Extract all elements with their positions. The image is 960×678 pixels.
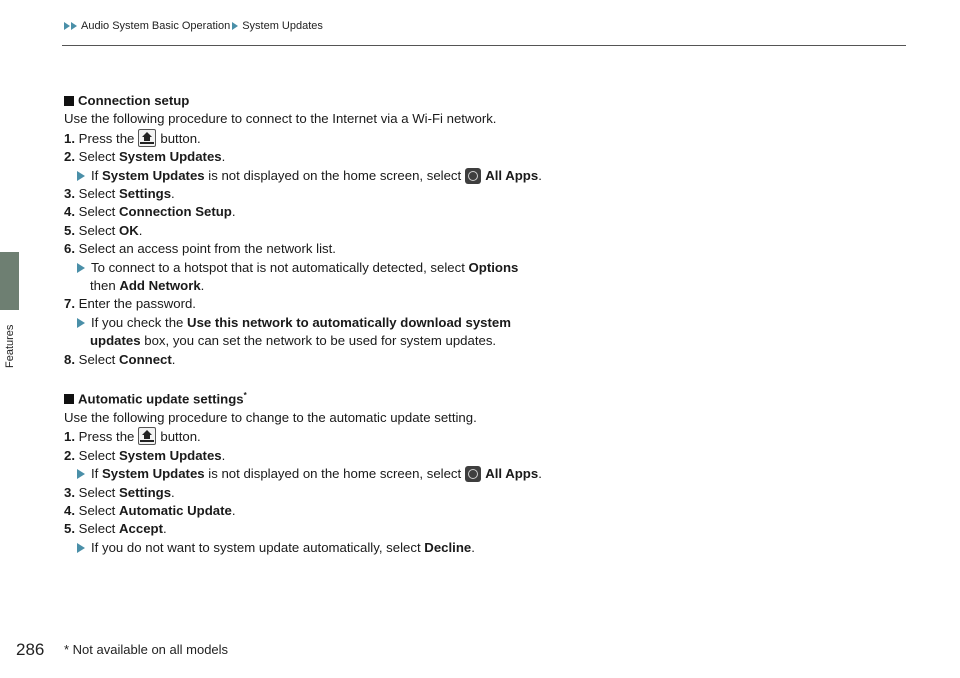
breadcrumb-part-1[interactable]: Audio System Basic Operation — [81, 20, 231, 32]
square-bullet-icon — [64, 96, 74, 106]
breadcrumb-arrow-icon — [64, 22, 78, 30]
note-arrow-icon — [77, 543, 85, 553]
step: 1. Press the button. — [64, 130, 201, 146]
all-apps-icon — [465, 168, 481, 184]
section-intro: Use the following procedure to change to the automatic update setting. — [64, 409, 477, 425]
breadcrumb — [64, 20, 323, 32]
breadcrumb-arrow-icon — [232, 22, 239, 30]
step: 6. Select an access point from the network list. — [64, 241, 336, 257]
step: 7. Enter the password. — [64, 296, 196, 312]
step-note: If System Updates is not displayed on the home screen, select All Apps. — [64, 465, 904, 483]
spacer — [64, 369, 904, 387]
step: 4. Select Automatic Update. — [64, 502, 236, 518]
step: 5. Select OK. — [64, 222, 143, 238]
header-rule — [62, 45, 906, 46]
step-note: If System Updates is not displayed on the home screen, select All Apps. — [64, 167, 904, 185]
all-apps-icon — [465, 466, 481, 482]
footnote: * Not available on all models — [64, 642, 229, 657]
step: 5. Select Accept. — [64, 521, 167, 537]
home-button-icon — [138, 129, 156, 147]
step: 3. Select Settings. — [64, 484, 175, 500]
step: 2. Select System Updates. — [64, 447, 226, 463]
step-note: If you check the Use this network to automatically download system — [64, 314, 904, 332]
section-heading: Connection setup — [64, 92, 904, 110]
square-bullet-icon — [64, 394, 74, 404]
step-note-continued: updates box, you can set the network to be used for system updates. — [90, 333, 497, 349]
step-note: To connect to a hotspot that is not automatically detected, select Options — [64, 259, 904, 277]
step-note-continued: then Add Network. — [90, 278, 205, 294]
step: 2. Select System Updates. — [64, 149, 226, 165]
section-tab-marker — [0, 252, 19, 310]
section-heading: Automatic update settings* — [64, 387, 904, 409]
note-arrow-icon — [77, 263, 85, 273]
section-intro: Use the following procedure to connect to the Internet via a Wi-Fi network. — [64, 111, 497, 127]
note-arrow-icon — [77, 171, 85, 181]
step-note: If you do not want to system update automatically, select Decline. — [64, 539, 904, 557]
step: 3. Select Settings. — [64, 186, 175, 202]
page-content — [64, 92, 904, 557]
step: 1. Press the button. — [64, 429, 201, 445]
breadcrumb-part-2[interactable]: System Updates — [242, 20, 323, 32]
note-arrow-icon — [77, 469, 85, 479]
home-button-icon — [138, 427, 156, 445]
step: 8. Select Connect. — [64, 351, 176, 367]
side-section-label: Features — [4, 324, 16, 368]
page-number: 286 — [16, 640, 45, 659]
step: 4. Select Connection Setup. — [64, 204, 236, 220]
note-arrow-icon — [77, 318, 85, 328]
footnote-mark: * — [243, 391, 247, 401]
